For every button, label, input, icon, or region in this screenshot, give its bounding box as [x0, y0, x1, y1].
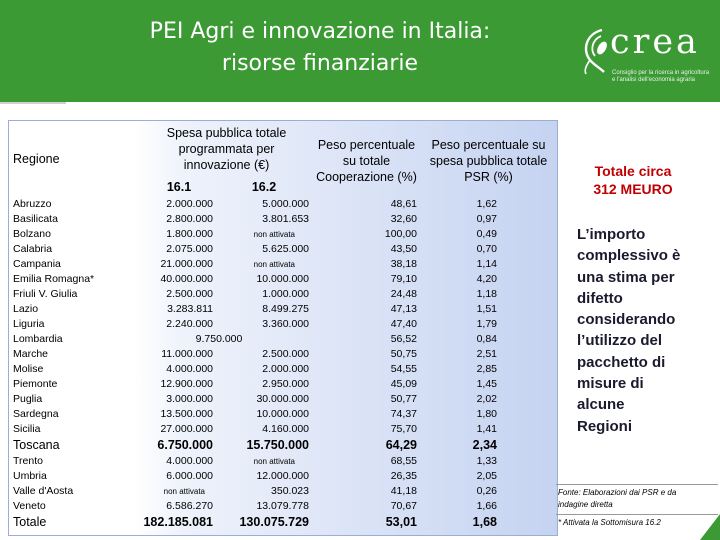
- logo-word: crea: [610, 22, 700, 62]
- table-row: [9, 302, 557, 317]
- cell-spesa-16-2: 2.500.000: [262, 348, 309, 360]
- cell-spesa-16-1: 182.185.081: [143, 515, 213, 529]
- cell-peso-cooperazione: 43,50: [390, 243, 417, 255]
- cell-peso-cooperazione: 74,37: [390, 408, 417, 420]
- cell-peso-cooperazione: 100,00: [384, 228, 417, 240]
- cell-spesa-16-1: 2.800.000: [166, 213, 213, 225]
- table-row: [9, 437, 557, 454]
- header-spesa: [139, 125, 314, 173]
- header-sub-16-1: 16.1: [166, 180, 192, 194]
- side-text-line: L’importo: [577, 226, 646, 243]
- cell-spesa-16-2: non attivata: [253, 457, 295, 466]
- cell-regione: Molise: [13, 363, 44, 375]
- cell-spesa-16-1: 2.240.000: [166, 318, 213, 330]
- side-text-line: pacchetto di: [577, 353, 666, 371]
- cell-spesa-16-1: 3.000.000: [166, 393, 213, 405]
- crea-logo: [580, 22, 710, 90]
- side-text-line: Regioni: [577, 417, 632, 435]
- cell-peso-psr: 1,51: [476, 303, 497, 315]
- table-row: [9, 392, 557, 407]
- header-spesa-line-2: programmata per: [178, 142, 275, 156]
- cell-spesa-16-1: 27.000.000: [160, 423, 213, 435]
- side-text-line: alcune: [577, 396, 625, 414]
- cell-peso-cooperazione: 47,40: [390, 318, 417, 330]
- cell-peso-psr: 0,70: [476, 243, 497, 255]
- cell-spesa-16-2: non attivata: [253, 230, 295, 239]
- table-row: [9, 377, 557, 392]
- cell-spesa-16-2: 2.000.000: [262, 363, 309, 375]
- cell-regione: Friuli V. Giulia: [13, 288, 78, 300]
- title-line-1: PEI Agri e innovazione in Italia:: [149, 19, 491, 44]
- cell-regione: Valle d'Aosta: [13, 485, 74, 497]
- cell-regione: Campania: [13, 258, 61, 270]
- cell-peso-cooperazione: 68,55: [390, 455, 417, 467]
- source-note: [558, 487, 716, 511]
- logo-subtitle-line-1: Consiglio per la ricerca in agricoltura: [612, 70, 710, 76]
- header-regione: Regione: [13, 152, 60, 166]
- cell-spesa-16-2: non attivata: [253, 260, 295, 269]
- table-row: [9, 272, 557, 287]
- logo-subtitle: [612, 70, 708, 84]
- cell-regione: Trento: [13, 455, 43, 467]
- cell-peso-psr: 1,33: [476, 455, 497, 467]
- header-peso-psr: [421, 137, 556, 185]
- table-row: [9, 227, 557, 242]
- cell-spesa-16-2: 12.000.000: [256, 470, 309, 482]
- cell-peso-psr: 1,62: [476, 198, 497, 210]
- cell-spesa-16-2: 5.625.000: [262, 243, 309, 255]
- cell-peso-cooperazione: 41,18: [390, 485, 417, 497]
- cell-peso-psr: 2,51: [476, 348, 497, 360]
- side-text-line: considerando: [577, 311, 676, 329]
- table-row: [9, 454, 557, 469]
- cell-spesa-16-1: 4.000.000: [166, 363, 213, 375]
- cell-spesa-16-2: 3.360.000: [262, 318, 309, 330]
- cell-peso-psr: 1,14: [476, 258, 497, 270]
- header-peso1-line-2: su totale: [342, 154, 391, 168]
- header-peso2-line-2: spesa pubblica totale: [429, 154, 548, 168]
- cell-spesa-16-1: 4.000.000: [166, 455, 213, 467]
- cell-peso-psr: 1,41: [476, 423, 497, 435]
- cell-spesa-16-2: 350.023: [271, 485, 309, 497]
- cell-peso-psr: 2,34: [472, 438, 497, 452]
- cell-spesa-16-2: 8.499.275: [262, 303, 309, 315]
- cell-regione: Emilia Romagna*: [13, 273, 95, 285]
- header-spesa-line-3: innovazione (€): [183, 158, 270, 172]
- cell-peso-psr: 0,97: [476, 213, 497, 225]
- cell-peso-cooperazione: 53,01: [385, 515, 417, 529]
- header-sub-16-2: 16.2: [251, 180, 277, 194]
- cell-regione: Marche: [13, 348, 49, 360]
- cell-peso-psr: 2,05: [476, 470, 497, 482]
- cell-spesa-16-1: 2.075.000: [166, 243, 213, 255]
- cell-regione: Veneto: [13, 500, 46, 512]
- table-row: [9, 484, 557, 499]
- cell-spesa-16-2: 10.000.000: [256, 408, 309, 420]
- cell-spesa-16-1: 12.900.000: [160, 378, 213, 390]
- side-text-line: complessivo è: [577, 247, 681, 265]
- table-row: [9, 347, 557, 362]
- table-row: [9, 499, 557, 514]
- cell-peso-cooperazione: 75,70: [390, 423, 417, 435]
- cell-spesa-16-1: 2.000.000: [166, 198, 213, 210]
- table-row: [9, 514, 557, 531]
- table-row: [9, 407, 557, 422]
- cell-spesa-16-2: 15.750.000: [246, 438, 309, 452]
- cell-peso-cooperazione: 64,29: [385, 438, 417, 452]
- cell-regione: Sicilia: [13, 423, 41, 435]
- cell-peso-psr: 1,80: [476, 408, 497, 420]
- cell-peso-psr: 2,02: [476, 393, 497, 405]
- cell-peso-cooperazione: 48,61: [390, 198, 417, 210]
- cell-spesa-16-2: 5.000.000: [262, 198, 309, 210]
- cell-peso-psr: 4,20: [476, 273, 497, 285]
- slide-title: [60, 16, 580, 80]
- cell-regione: Piemonte: [13, 378, 58, 390]
- cell-peso-psr: 1,68: [472, 515, 497, 529]
- table-row: [9, 242, 557, 257]
- header-peso-cooperazione: [309, 137, 424, 185]
- cell-peso-cooperazione: 47,13: [390, 303, 417, 315]
- cell-peso-cooperazione: 79,10: [390, 273, 417, 285]
- logo-subtitle-line-2: e l'analisi dell'economia agraria: [612, 77, 696, 83]
- cell-regione: Abruzzo: [13, 198, 52, 210]
- data-table: [8, 120, 558, 536]
- cell-regione: Basilicata: [13, 213, 58, 225]
- note-divider: [556, 484, 718, 485]
- cell-spesa-16-2: 1.000.000: [262, 288, 309, 300]
- corner-decoration: [700, 514, 720, 540]
- table-row: [9, 317, 557, 332]
- cell-spesa-16-2: 4.160.000: [262, 423, 309, 435]
- cell-peso-psr: 1,79: [476, 318, 497, 330]
- table-header: [9, 121, 557, 197]
- cell-peso-psr: 2,85: [476, 363, 497, 375]
- cell-peso-psr: 0,84: [476, 333, 497, 345]
- cell-peso-cooperazione: 32,60: [390, 213, 417, 225]
- table-row: [9, 287, 557, 302]
- cell-spesa-16-1: 21.000.000: [160, 258, 213, 270]
- cell-peso-psr: 1,45: [476, 378, 497, 390]
- total-callout: [570, 162, 696, 198]
- cell-regione: Liguria: [13, 318, 45, 330]
- cell-spesa-16-1: 11.000.000: [161, 348, 213, 360]
- cell-spesa-16-2: 30.000.000: [256, 393, 309, 405]
- cell-spesa-16-2: 3.801.653: [262, 213, 309, 225]
- cell-peso-cooperazione: 45,09: [390, 378, 417, 390]
- total-line-1: Totale circa: [594, 163, 672, 179]
- table-row: [9, 332, 557, 347]
- header-peso1-line-3: Cooperazione (%): [316, 170, 417, 184]
- footnote-divider: [556, 514, 718, 515]
- cell-spesa-16-1: 6.586.270: [166, 500, 213, 512]
- cell-regione: Totale: [13, 515, 47, 529]
- cell-regione: Puglia: [13, 393, 43, 405]
- cell-spesa-16-2: 10.000.000: [256, 273, 309, 285]
- cell-peso-cooperazione: 56,52: [390, 333, 417, 345]
- side-text-line: misure di: [577, 375, 644, 393]
- cell-spesa-16-2: 2.950.000: [262, 378, 309, 390]
- table-row: [9, 257, 557, 272]
- cell-regione: Calabria: [13, 243, 53, 255]
- cell-regione: Toscana: [13, 438, 60, 452]
- total-line-2: 312 MEURO: [593, 181, 673, 197]
- side-explanation: [577, 224, 707, 437]
- source-note-line-1: Fonte: Elaborazioni dai PSR e da: [558, 488, 677, 497]
- cell-spesa-16-1: 1.800.000: [166, 228, 213, 240]
- leaf-swirl-icon: [580, 26, 610, 76]
- header-divider: [0, 102, 66, 104]
- cell-spesa-16-1: 6.750.000: [157, 438, 213, 452]
- cell-spesa-merged: 9.750.000: [195, 333, 243, 345]
- cell-spesa-16-1: 2.500.000: [166, 288, 213, 300]
- side-text-line: una stima per: [577, 268, 675, 286]
- cell-spesa-16-1: 13.500.000: [160, 408, 213, 420]
- cell-regione: Sardegna: [13, 408, 59, 420]
- cell-peso-psr: 0,26: [476, 485, 497, 497]
- cell-peso-cooperazione: 50,77: [390, 393, 417, 405]
- header-spesa-line-1: Spesa pubblica totale: [166, 126, 287, 140]
- cell-spesa-16-2: 130.075.729: [239, 515, 309, 529]
- side-text-line: difetto: [577, 289, 623, 307]
- table-row: [9, 197, 557, 212]
- cell-regione: Lazio: [13, 303, 39, 315]
- cell-peso-cooperazione: 38,18: [390, 258, 417, 270]
- table-row: [9, 362, 557, 377]
- cell-spesa-16-1: 3.283.811: [167, 303, 213, 315]
- table-row: [9, 422, 557, 437]
- cell-regione: Lombardia: [13, 333, 63, 345]
- cell-peso-psr: 0,49: [476, 228, 497, 240]
- cell-spesa-16-1: 40.000.000: [160, 273, 213, 285]
- cell-peso-cooperazione: 50,75: [390, 348, 417, 360]
- cell-peso-psr: 1,66: [476, 500, 497, 512]
- footnote: * Attivata la Sottomisura 16.2: [558, 518, 661, 527]
- source-note-line-2: indagine diretta: [558, 500, 613, 509]
- side-text-line: l’utilizzo del: [577, 332, 662, 350]
- cell-peso-cooperazione: 70,67: [390, 500, 417, 512]
- cell-spesa-16-1: 6.000.000: [166, 470, 213, 482]
- title-line-2: risorse finanziarie: [221, 51, 419, 76]
- cell-peso-cooperazione: 24,48: [390, 288, 417, 300]
- cell-regione: Umbria: [13, 470, 47, 482]
- cell-peso-psr: 1,18: [476, 288, 497, 300]
- header-peso1-line-1: Peso percentuale: [317, 138, 416, 152]
- table-row: [9, 212, 557, 227]
- cell-spesa-16-2: 13.079.778: [256, 500, 309, 512]
- cell-regione: Bolzano: [13, 228, 51, 240]
- table-row: [9, 469, 557, 484]
- header-peso2-line-1: Peso percentuale su: [431, 138, 546, 152]
- header-peso2-line-3: PSR (%): [464, 170, 513, 184]
- cell-peso-cooperazione: 26,35: [390, 470, 417, 482]
- cell-spesa-16-1: non attivata: [163, 487, 205, 496]
- cell-peso-cooperazione: 54,55: [390, 363, 417, 375]
